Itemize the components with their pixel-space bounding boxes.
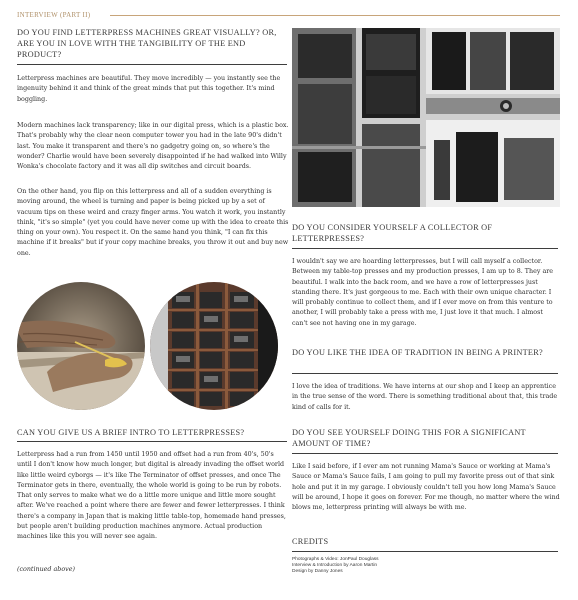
- credits-rule: [292, 551, 558, 552]
- type-case-illustration: [150, 282, 278, 410]
- answer-4-paragraph-1: I love the idea of traditions. We have interns at our shop and I keep an apprentice in the true sense of the word. There is something traditional about that, this trade kind of calls for it.: [292, 383, 558, 411]
- credit-photography: Photographs & Video: JonPaul Douglass: [292, 557, 379, 562]
- question-2-rule: [17, 441, 287, 442]
- question-2-heading: CAN YOU GIVE US A BRIEF INTRO TO LETTERPRESSES?: [17, 428, 245, 437]
- answer-1-paragraph-2: Modern machines lack transparency; like in our digital press, which is a plastic box. That's probably why the clear neon computer tower you had in the late 90's didn't last. You make it transparent and there's no gadgetry going on, so where's the wonder? Charlie would have been severely disappointed if he had walked into Willy Wonka's chocolate factory and it was all dip switches and circuit boards.: [17, 122, 289, 171]
- question-3-heading: DO YOU CONSIDER YOURSELF A COLLECTOR OF LETTERPRESSES?: [292, 223, 493, 243]
- question-1-heading: DO YOU FIND LETTERPRESS MACHINES GREAT VISUALLY? OR, ARE YOU IN LOVE WITH THE TANGIBILITY OF THE END PRODUCT?: [17, 28, 277, 59]
- section-label: INTERVIEW (PART II): [17, 11, 91, 19]
- credit-interview: Interview & Introduction by Aaron Martin: [292, 563, 378, 568]
- answer-3-paragraph-1: I wouldn't say we are hoarding letterpresses, but I will call myself a collector. Between my table-top presses and my production presses, I am up to 8. They are beautiful. I walk into the back room, and we have a row of letterpresses just standing there. It's just gorgeous to me. Each with their own unique character. I will probably continue to collect them, and if I ever move on from this venture to another, I will probably take a press with me, I just love it that much. I almost can't see not having one in my garage.: [292, 258, 554, 327]
- credit-design: Design by Danny Jones: [292, 569, 343, 574]
- type-case-photo: [150, 282, 278, 410]
- press-machine-photo: [292, 28, 560, 207]
- section-label-rule: [110, 15, 560, 16]
- question-5-heading: DO YOU SEE YOURSELF DOING THIS FOR A SIGNIFICANT AMOUNT OF TIME?: [292, 428, 526, 448]
- question-1-rule: [17, 64, 287, 65]
- credits-heading: CREDITS: [292, 537, 329, 546]
- answer-1-paragraph-3: On the other hand, you flip on this letterpress and all of a sudden everything is moving around, the wheel is turning and paper is being picked up by a set of vacuum tips on these weird and crazy finger arms. You watch it work, you instantly think, "it's so simple" (yet you could have never come up with the idea to create this thing on your own). You respect it. On the same hand you think, "I can fix this machine if it breaks" but if your copy machine breaks, you throw it out and buy new one.: [17, 188, 289, 257]
- hands-photo: [17, 282, 145, 410]
- continued-note: (continued above): [17, 566, 75, 573]
- question-4-rule: [292, 373, 558, 374]
- hands-illustration: [17, 282, 145, 410]
- answer-2-paragraph-1: Letterpress had a run from 1450 until 1950 and offset had a run from 40's, 50's until I don't know how much longer, but digital is already invading the offset world like little weird cyborgs — it's like The Terminator of offset presses, and once The Terminator gets in there, eventually, the whole world is going to be run by robots. That only serves to make what we do a little more unique and little more sought after. We've reached a point where there are fewer and fewer letterpresses. I think there's a company in Japan that is making little table-top, homemade hand presses, but people aren't building production machines anymore. Actual production machines like this you will never see again.: [17, 451, 286, 541]
- press-machine-illustration: [292, 28, 560, 207]
- answer-5-paragraph-1: Like I said before, if I ever am not running Mama's Sauce or working at Mama's Sauce or Mama's Sauce fails, I am going to pull my favorite press out of that sink hole and put it in my garage. I obviously couldn't tell you how long Mama's Sauce will be around, I hope it goes on forever. For me though, no matter where the wind blows me, letterpress printing will always be with me.: [292, 463, 560, 512]
- question-4-heading: DO YOU LIKE THE IDEA OF TRADITION IN BEING A PRINTER?: [292, 348, 543, 357]
- question-5-rule: [292, 453, 558, 454]
- question-3-rule: [292, 248, 558, 249]
- answer-1-paragraph-1: Letterpress machines are beautiful. They move incredibly — you instantly see the ingenuity behind it and think of the great minds that put this together. It's mind boggling.: [17, 75, 281, 103]
